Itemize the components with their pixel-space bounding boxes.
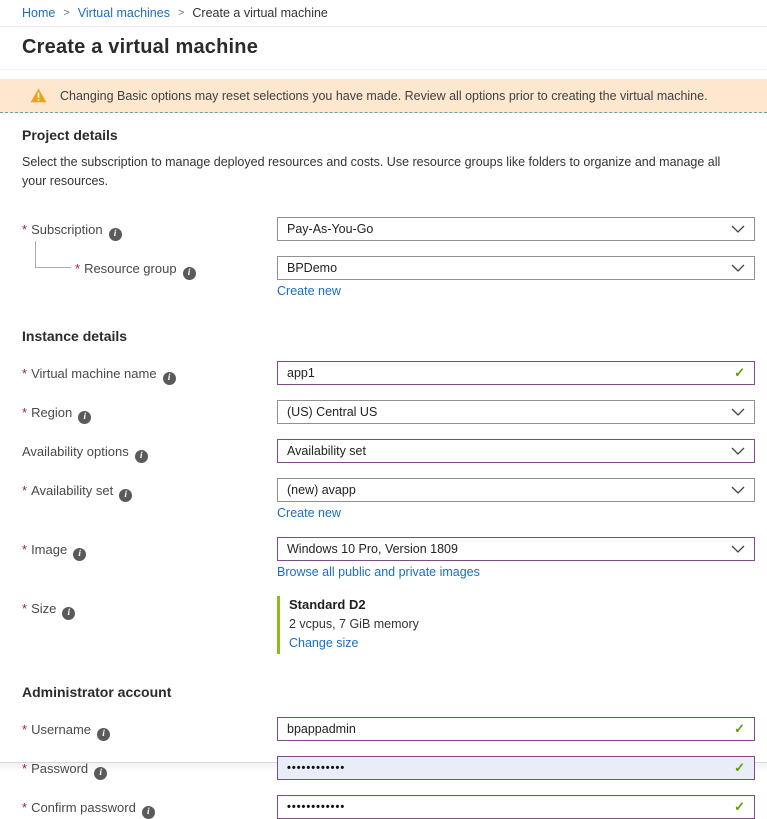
username-label xyxy=(22,717,277,741)
image-label xyxy=(22,537,277,581)
vm-name-label xyxy=(22,361,277,385)
username-label-text: Username xyxy=(31,721,92,737)
administrator-account-form xyxy=(22,717,755,819)
chevron-down-icon xyxy=(731,225,745,233)
field-row-region xyxy=(22,400,755,424)
vm-name-value: app1 xyxy=(287,365,315,380)
resource-group-label xyxy=(22,256,277,300)
required-asterisk: * xyxy=(22,600,28,616)
resource-group-label-text: Resource group xyxy=(84,260,177,276)
required-asterisk: * xyxy=(22,760,28,776)
chevron-down-icon xyxy=(731,545,745,553)
info-icon[interactable]: i xyxy=(73,548,86,561)
chevron-down-icon xyxy=(731,447,745,455)
breadcrumb-separator: > xyxy=(63,7,70,19)
region-value: (US) Central US xyxy=(287,404,378,419)
required-asterisk: * xyxy=(22,221,28,237)
info-icon[interactable]: i xyxy=(119,489,132,502)
project-details-form xyxy=(22,217,755,300)
field-row-availability-options xyxy=(22,439,755,463)
info-icon[interactable]: i xyxy=(183,267,196,280)
size-summary xyxy=(277,596,755,654)
resource-group-dropdown[interactable] xyxy=(277,256,755,280)
project-details-description: Select the subscription to manage deployed resources and costs. Use resource groups like folders to organize and manage all your resources. xyxy=(22,155,721,189)
required-asterisk: * xyxy=(22,799,28,815)
valid-check-icon: ✓ xyxy=(734,759,745,775)
info-icon[interactable]: i xyxy=(109,228,122,241)
image-value: Windows 10 Pro, Version 1809 xyxy=(287,541,458,556)
subscription-label xyxy=(22,217,277,241)
subscription-label-text: Subscription xyxy=(31,221,103,237)
image-dropdown[interactable] xyxy=(277,537,755,561)
resource-group-value: BPDemo xyxy=(287,260,338,275)
field-row-password xyxy=(22,756,755,780)
availability-set-label xyxy=(22,478,277,522)
size-name: Standard D2 xyxy=(289,596,366,612)
valid-check-icon: ✓ xyxy=(734,720,745,736)
password-masked-value: •••••••••••• xyxy=(287,761,346,774)
breadcrumb xyxy=(0,0,767,27)
region-label-text: Region xyxy=(31,404,73,420)
availability-set-create-new-link[interactable]: Create new xyxy=(277,505,341,520)
change-size-link[interactable]: Change size xyxy=(289,635,359,650)
info-icon[interactable]: i xyxy=(163,372,176,385)
field-row-username xyxy=(22,717,755,741)
confirm-password-input[interactable] xyxy=(277,795,755,819)
availability-set-label-text: Availability set xyxy=(31,482,114,498)
chevron-down-icon xyxy=(731,408,745,416)
required-asterisk: * xyxy=(22,365,28,381)
vm-name-label-text: Virtual machine name xyxy=(31,365,157,381)
password-label xyxy=(22,756,277,780)
field-row-resource-group xyxy=(22,256,755,300)
instance-details-form xyxy=(22,361,755,654)
valid-check-icon: ✓ xyxy=(734,798,745,814)
availability-options-value: Availability set xyxy=(287,443,366,458)
form-content xyxy=(0,127,767,819)
page-title: Create a virtual machine xyxy=(22,36,259,58)
required-asterisk: * xyxy=(22,404,28,420)
image-label-text: Image xyxy=(31,541,68,557)
subscription-value: Pay-As-You-Go xyxy=(287,221,374,236)
required-asterisk: * xyxy=(75,260,81,276)
size-specs: 2 vcpus, 7 GiB memory xyxy=(289,616,419,631)
availability-set-dropdown[interactable] xyxy=(277,478,755,502)
info-icon[interactable]: i xyxy=(78,411,91,424)
resource-group-create-new-link[interactable]: Create new xyxy=(277,283,341,298)
info-icon[interactable]: i xyxy=(94,767,107,780)
breadcrumb-separator: > xyxy=(177,7,185,19)
password-label-text: Password xyxy=(31,760,89,776)
required-asterisk: * xyxy=(22,482,28,498)
breadcrumb-virtual-machines[interactable]: Virtual machines xyxy=(77,6,170,20)
info-icon[interactable]: i xyxy=(62,607,75,620)
chevron-down-icon xyxy=(731,486,745,494)
warning-banner xyxy=(0,79,767,113)
confirm-password-masked-value: •••••••••••• xyxy=(287,800,346,813)
field-row-subscription xyxy=(22,217,755,241)
vm-name-input[interactable] xyxy=(277,361,755,385)
info-icon[interactable]: i xyxy=(142,806,155,819)
required-asterisk: * xyxy=(22,721,28,737)
confirm-password-label-text: Confirm password xyxy=(31,799,136,815)
field-row-vm-name xyxy=(22,361,755,385)
field-row-confirm-password xyxy=(22,795,755,819)
availability-set-value: (new) avapp xyxy=(287,482,356,497)
field-row-size xyxy=(22,596,755,654)
required-asterisk: * xyxy=(22,541,28,557)
confirm-password-label xyxy=(22,795,277,819)
username-value: bpappadmin xyxy=(287,721,356,736)
valid-check-icon: ✓ xyxy=(734,364,745,380)
size-label xyxy=(22,596,277,654)
info-icon[interactable]: i xyxy=(97,728,110,741)
browse-images-link[interactable]: Browse all public and private images xyxy=(277,564,480,579)
size-label-text: Size xyxy=(31,600,57,616)
title-block xyxy=(0,27,767,70)
field-row-image xyxy=(22,537,755,581)
nesting-connector-line xyxy=(35,241,71,268)
breadcrumb-home[interactable]: Home xyxy=(22,6,56,20)
breadcrumb-current: Create a virtual machine xyxy=(192,6,328,20)
warning-banner-text: Changing Basic options may reset selections you have made. Review all options prior to creating the virtual machine. xyxy=(60,88,708,103)
username-input[interactable] xyxy=(277,717,755,741)
section-heading-instance-details: Instance details xyxy=(22,327,128,344)
availability-options-dropdown[interactable] xyxy=(277,439,755,463)
info-icon[interactable]: i xyxy=(135,450,148,463)
section-heading-administrator-account: Administrator account xyxy=(22,683,172,700)
region-dropdown[interactable] xyxy=(277,400,755,424)
field-row-availability-set xyxy=(22,478,755,522)
password-input[interactable] xyxy=(277,756,755,780)
availability-options-label xyxy=(22,439,277,463)
chevron-down-icon xyxy=(731,264,745,272)
region-label xyxy=(22,400,277,424)
warning-triangle-icon xyxy=(30,88,47,103)
section-heading-project-details: Project details xyxy=(22,127,118,143)
availability-options-label-text: Availability options xyxy=(22,443,129,459)
subscription-dropdown[interactable] xyxy=(277,217,755,241)
